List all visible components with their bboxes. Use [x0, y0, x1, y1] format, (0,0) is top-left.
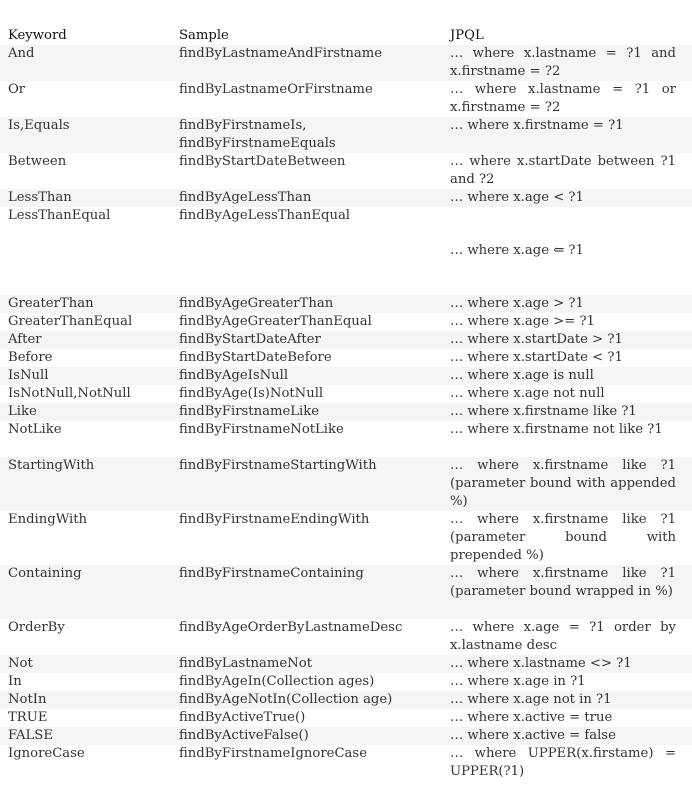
- jpql-cell: … where x.age in ?1: [442, 673, 692, 691]
- jpql-cell: … where x.lastname = ?1 and x.firstname = ?2: [442, 45, 692, 81]
- jpql-cell: … where x.firstname like ?1 (parameter bound with prepended %): [442, 511, 692, 565]
- keyword-cell: Like: [0, 403, 171, 421]
- table-row: [0, 153, 692, 189]
- jpql-cell: … where x.firstname = ?1: [442, 117, 692, 153]
- keyword-cell: In: [0, 673, 171, 691]
- jpql-cell: … where x.active = true: [442, 709, 692, 727]
- keyword-cell: FALSE: [0, 727, 171, 745]
- keyword-cell: NotLike: [0, 421, 171, 457]
- sample-cell: findByActiveFalse(): [171, 727, 442, 745]
- table-row: [0, 565, 692, 619]
- sample-cell: findByFirstnameEndingWith: [171, 511, 442, 565]
- keyword-cell: NotIn: [0, 691, 171, 709]
- table-row: [0, 727, 692, 745]
- jpql-cell: … where x.age >= ?1: [442, 313, 692, 331]
- table-row: [0, 45, 692, 81]
- sample-cell: findByAgeLessThan: [171, 189, 442, 207]
- header-jpql: JPQL: [450, 28, 484, 43]
- jpql-cell: … where x.firstname not like ?1: [442, 421, 692, 457]
- sample-cell: findByAgeOrderByLastnameDesc: [171, 619, 442, 655]
- table-row: [0, 207, 692, 295]
- table-row: [0, 403, 692, 421]
- jpql-cell: … where x.firstname like ?1 (parameter bound with appended %): [442, 457, 692, 511]
- table-body: [0, 45, 692, 781]
- jpql-cell: … where x.lastname = ?1 or x.firstname = ?2: [442, 81, 692, 117]
- jpql-cell: … where x.age > ?1: [442, 295, 692, 313]
- keyword-cell: And: [0, 45, 171, 81]
- table-row: [0, 349, 692, 367]
- keyword-cell: Before: [0, 349, 171, 367]
- table-header: [0, 27, 692, 45]
- sample-cell: findByAgeNotIn(Collection age): [171, 691, 442, 709]
- keyword-cell: Containing: [0, 565, 171, 619]
- table-row: [0, 709, 692, 727]
- sample-cell: findByLastnameNot: [171, 655, 442, 673]
- table-row: [0, 295, 692, 313]
- jpql-cell: … where x.startDate between ?1 and ?2: [442, 153, 692, 189]
- jpql-cell: … where x.age is null: [442, 367, 692, 385]
- table-row: [0, 655, 692, 673]
- keyword-cell: IsNotNull,NotNull: [0, 385, 171, 403]
- keyword-cell: StartingWith: [0, 457, 171, 511]
- table-row: [0, 457, 692, 511]
- keyword-cell: IsNull: [0, 367, 171, 385]
- jpql-cell: … where UPPER(x.firstame) = UPPER(?1): [442, 745, 692, 781]
- table-row: [0, 313, 692, 331]
- sample-cell: findByAge(Is)NotNull: [171, 385, 442, 403]
- sample-cell: findByStartDateBetween: [171, 153, 442, 189]
- sample-cell: findByFirstnameIgnoreCase: [171, 745, 442, 781]
- keyword-cell: Or: [0, 81, 171, 117]
- sample-cell: findByAgeGreaterThanEqual: [171, 313, 442, 331]
- keyword-cell: EndingWith: [0, 511, 171, 565]
- keyword-table: [0, 27, 692, 781]
- keyword-cell: LessThan: [0, 189, 171, 207]
- sample-cell: findByLastnameOrFirstname: [171, 81, 442, 117]
- keyword-cell: GreaterThanEqual: [0, 313, 171, 331]
- sample-cell: findByAgeIsNull: [171, 367, 442, 385]
- table-row: [0, 331, 692, 349]
- header-keyword: Keyword: [8, 28, 67, 43]
- sample-cell: findByFirstnameIs, findByFirstnameEquals: [171, 117, 442, 153]
- jpql-cell: … where x.startDate < ?1: [442, 349, 692, 367]
- table-row: [0, 385, 692, 403]
- jpql-cell: … where x.age not in ?1: [442, 691, 692, 709]
- jpql-cell: … where x.age not null: [442, 385, 692, 403]
- jpql-cell: … where x.active = false: [442, 727, 692, 745]
- jpql-cell: … where x.lastname <> ?1: [442, 655, 692, 673]
- header-row: [0, 27, 692, 45]
- sample-cell: findByActiveTrue(): [171, 709, 442, 727]
- jpql-cell: … where x.firstname like ?1 (parameter bound wrapped in %): [442, 565, 692, 619]
- sample-cell: findByFirstnameNotLike: [171, 421, 442, 457]
- jpql-cell: … where x.age < ?1: [442, 189, 692, 207]
- table-row: [0, 673, 692, 691]
- jpql-cell: … where x.age ⇐ ?1: [442, 207, 692, 295]
- keyword-cell: GreaterThan: [0, 295, 171, 313]
- keyword-cell: After: [0, 331, 171, 349]
- keyword-cell: Not: [0, 655, 171, 673]
- sample-cell: findByStartDateAfter: [171, 331, 442, 349]
- table-row: [0, 619, 692, 655]
- jpql-cell: … where x.age = ?1 order by x.lastname desc: [442, 619, 692, 655]
- table-row: [0, 189, 692, 207]
- sample-cell: findByAgeIn(Collection ages): [171, 673, 442, 691]
- table-row: [0, 511, 692, 565]
- table-row: [0, 691, 692, 709]
- keyword-cell: TRUE: [0, 709, 171, 727]
- sample-cell: findByAgeGreaterThan: [171, 295, 442, 313]
- header-sample: Sample: [179, 28, 229, 43]
- keyword-cell: Between: [0, 153, 171, 189]
- jpql-cell: … where x.startDate > ?1: [442, 331, 692, 349]
- table-row: [0, 117, 692, 153]
- keyword-cell: LessThanEqual: [0, 207, 171, 295]
- table-row: [0, 81, 692, 117]
- keyword-cell: OrderBy: [0, 619, 171, 655]
- table-row: [0, 421, 692, 457]
- keyword-cell: IgnoreCase: [0, 745, 171, 781]
- sample-cell: findByFirstnameContaining: [171, 565, 442, 619]
- sample-cell: findByLastnameAndFirstname: [171, 45, 442, 81]
- sample-cell: findByFirstnameLike: [171, 403, 442, 421]
- keyword-cell: Is,Equals: [0, 117, 171, 153]
- sample-cell: findByFirstnameStartingWith: [171, 457, 442, 511]
- sample-cell: findByStartDateBefore: [171, 349, 442, 367]
- sample-cell: findByAgeLessThanEqual: [171, 207, 442, 295]
- jpql-cell: … where x.firstname like ?1: [442, 403, 692, 421]
- table-row: [0, 367, 692, 385]
- table-row: [0, 745, 692, 781]
